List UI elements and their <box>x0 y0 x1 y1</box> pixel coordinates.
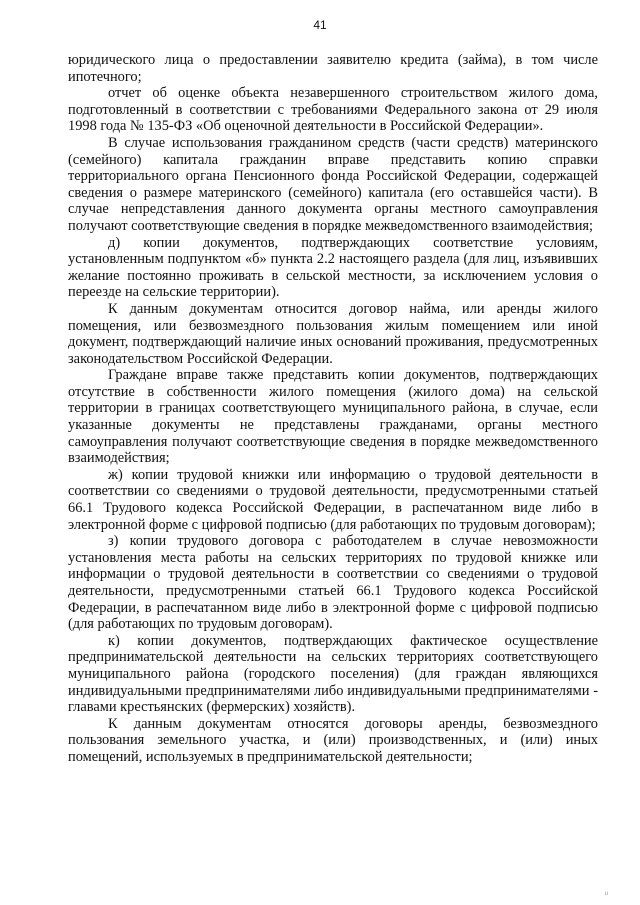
paragraph-rental-agreements: К данным документам относятся договоры аренды, безвозмездного пользования земельного участка, и (или) производственных, и (или) иных помещений, используемых в предпринимательской деятельности; <box>68 715 598 765</box>
paragraph-item-zh: ж) копии трудовой книжки или информацию о трудовой деятельности в соответствии со сведениями о трудовой деятельности, предусмотренными статьей 66.1 Трудового кодекса Российской Федерации, в распечатанном виде либо в электронной форме с цифровой подписью (для работающих по трудовым договорам); <box>68 466 598 533</box>
paragraph-continuation: юридического лица о предоставлении заявителю кредита (займа), в том числе ипотечного; <box>68 52 598 85</box>
paragraph-item-z: з) копии трудового договора с работодателем в случае невозможности установления места работы на сельских территориях по трудовой книжке или информации о трудовой деятельности в соответствии со сведениями о трудовой деятельности, предусмотренными статьей 66.1 Трудового кодекса Российской Федерации, в распечатанном виде либо в электронной форме с цифровой подписью (для работающих по трудовым договорам). <box>68 533 598 633</box>
paragraph-lease-documents: К данным документам относится договор найма, или аренды жилого помещения, или безвозмездного пользования жилым помещением или иной документ, подтверждающий наличие иных оснований проживания, предусмотренных законодательством Российской Федерации. <box>68 300 598 367</box>
document-body <box>68 52 598 766</box>
paragraph-appraisal-report: отчет об оценке объекта незавершенного строительством жилого дома, подготовленный в соответствии с требованиями Федерального закона от 29 июля 1998 года № 135-ФЗ «Об оценочной деятельности в Российской Федерации». <box>68 85 598 135</box>
paragraph-ownership-absence: Граждане вправе также представить копии документов, подтверждающих отсутствие в собственности жилого помещения (жилого дома) на сельской территории в границах соответствующего муниципального района, в случае, если указанные документы не представлены гражданами, органы местного самоуправления получают соответствующие сведения в порядке межведомственного взаимодействия; <box>68 367 598 467</box>
paragraph-item-k: к) копии документов, подтверждающих фактическое осуществление предпринимательской деятельности на сельских территориях соответствующего муниципального района (городского поселения) (для граждан являющихся индивидуальными предпринимателями либо индивидуальными предпринимателями - главами крестьянских (фермерских) хозяйств). <box>68 632 598 716</box>
page-number: 41 <box>313 18 327 32</box>
paragraph-item-d: д) копии документов, подтверждающих соответствие условиям, установленным подпунктом «б» пункта 2.2 настоящего раздела (для лиц, изъявивших желание постоянно проживать в сельской местности, за исключением условия о переезде на сельские территории). <box>68 234 598 301</box>
corner-mark: u <box>604 891 608 897</box>
paragraph-maternity-capital: В случае использования гражданином средств (части средств) материнского (семейного) капитала гражданин вправе представить копию справки территориального органа Пенсионного фонда Российской Федерации, содержащей сведения о размере материнского (семейного) капитала (его оставшейся части). В случае непредставления данного документа органы местного самоуправления получают соответствующие сведения в порядке межведомственного взаимодействия; <box>68 134 598 234</box>
